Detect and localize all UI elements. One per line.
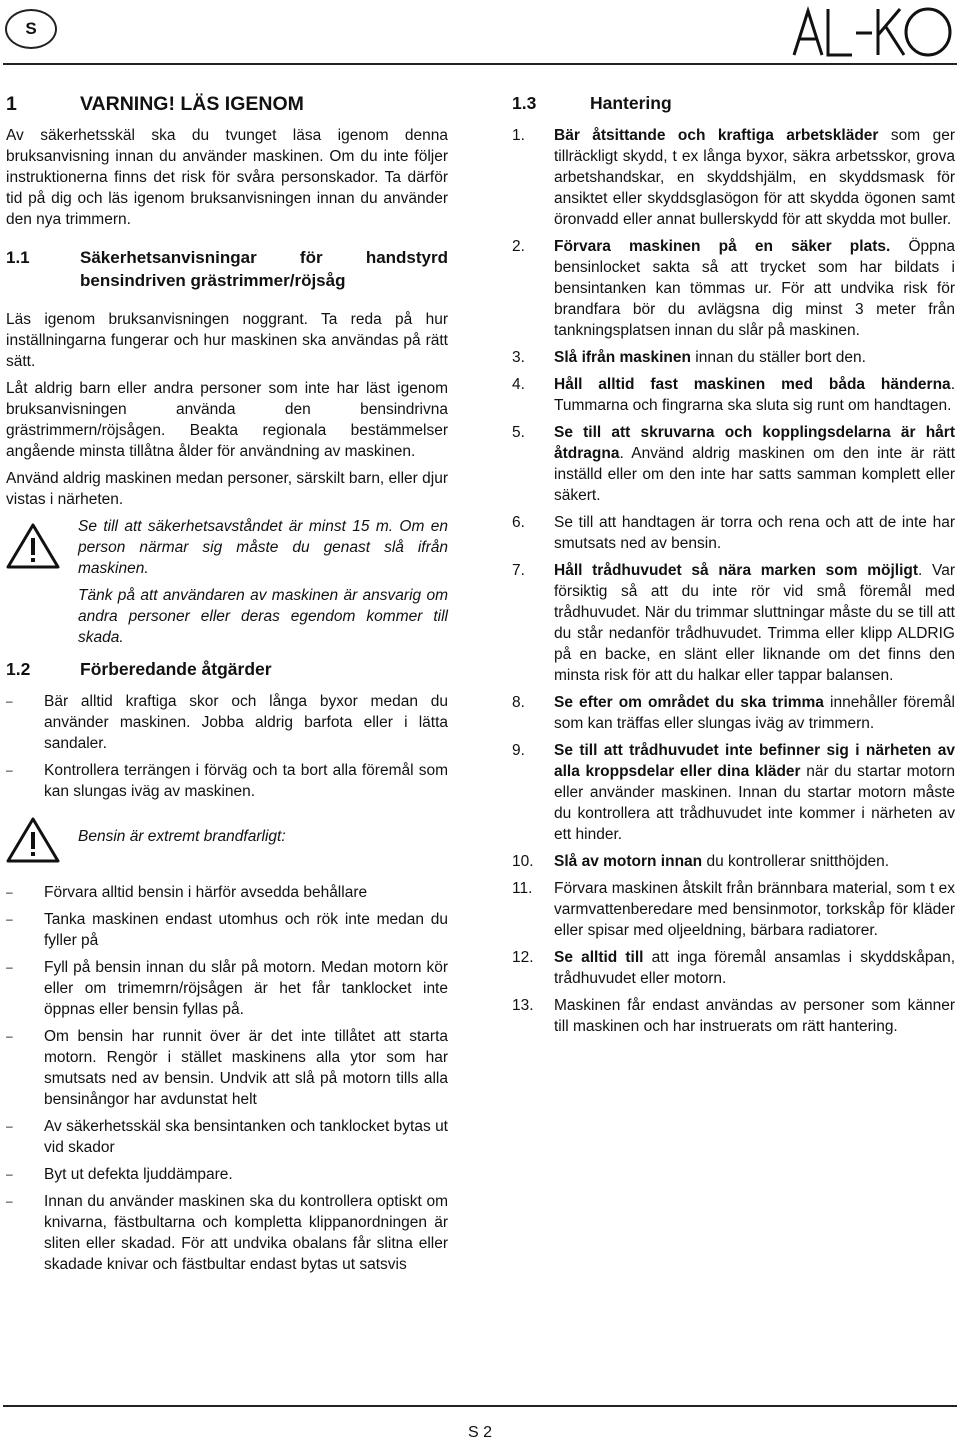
- item-body: innan du ställer bort den.: [690, 349, 866, 366]
- numbered-item: [512, 512, 955, 554]
- dash-bullet: –: [6, 763, 13, 777]
- section-number: 1.1: [6, 248, 30, 267]
- item-body: att inga föremål ansamlas i skyddskåpan, trådhuvudet eller motorn.: [554, 949, 955, 987]
- header-rule: [3, 63, 957, 65]
- warning-text: Bensin är extremt brandfarligt:: [78, 828, 286, 845]
- item-number: 12.: [512, 949, 534, 966]
- dash-bullet: –: [6, 885, 13, 899]
- page-number: S 2: [467, 1424, 492, 1441]
- numbered-item: [512, 347, 955, 368]
- list-item-text: Innan du använder maskinen ska du kontrollera optiskt om knivarna, fästbultarna och kompletta klippanordningen är sliten eller skadad. För att undvika obalans får slitna eller skadade knivar och fästbultar endast bytas ut satsvis: [44, 1193, 448, 1273]
- section-title-line1: Säkerhetsanvisningar för handstyrd: [80, 248, 448, 267]
- numbered-item: [512, 422, 955, 506]
- numbered-item: [512, 995, 955, 1037]
- list-item: [6, 1116, 448, 1158]
- dash-bullet: –: [6, 912, 13, 926]
- item-body: . Var försiktig så att du inte rör vid små föremål med trådhuvudet. När du trimmar sluttningar måste du se till att du står nedanför trådhuvudet. Trimma eller klipp ALDRIG på en backe, en slänt eller liknande om det finns den minsta risk för att du halkar eller tappar balansen.: [554, 562, 955, 684]
- language-badge: [5, 9, 57, 49]
- item-text: [554, 374, 955, 416]
- warning-triangle-icon: [6, 810, 78, 870]
- item-text: [554, 236, 955, 341]
- item-emphasis: Slå ifrån maskinen: [554, 349, 691, 366]
- item-body: Öppna bensinlocket sakta så att trycket som har bildats i bensintanken kan tömmas ur. För att undvika risk för brandfara bör du avlägsna dig minst 3 meter från tankningsplatsen innan du slår på maskinen.: [554, 238, 955, 339]
- item-number: 13.: [512, 997, 534, 1014]
- item-text: [554, 692, 955, 734]
- item-text: [554, 560, 955, 686]
- item-body: . Tummarna och fingrarna ska sluta sig runt om handtagen.: [554, 376, 955, 414]
- item-number: 2.: [512, 238, 525, 255]
- item-body: innehåller föremål som kan träffas eller slungas iväg av trimmern.: [554, 694, 955, 732]
- section-number: 1: [6, 93, 17, 115]
- list-item-text: Om bensin har runnit över är det inte tillåtet att starta motorn. Rengör i stället maskinens alla ytor som har smutsats ned av bensin. Undvik att slå på motorn tills alla bensinångor har avdunstat helt: [44, 1028, 448, 1108]
- item-text: [554, 740, 955, 845]
- item-text: [554, 512, 955, 554]
- numbered-item: [512, 125, 955, 230]
- item-body: som ger tillräckligt skydd, t ex långa byxor, säkra arbetsskor, grova arbetshandskar, en skyddshjälm, en skyddsmask för ansiktet eller skyddsglasögon för att skydda ögonen samt öronvadd eller annat bullerskydd för att skydda mot buller.: [554, 127, 955, 228]
- fuel-warning: [6, 810, 448, 870]
- dash-bullet: –: [6, 1167, 13, 1181]
- left-column: [6, 92, 448, 1281]
- list-item: [6, 1164, 448, 1185]
- dash-bullet: –: [6, 694, 13, 708]
- numbered-item: [512, 740, 955, 845]
- section-1-heading: [6, 92, 448, 116]
- item-text: [554, 947, 955, 989]
- numbered-item: [512, 692, 955, 734]
- item-number: 3.: [512, 349, 525, 366]
- preparation-list: [6, 691, 448, 802]
- item-emphasis: Håll trådhuvudet så nära marken som möjligt: [554, 562, 918, 579]
- item-number: 10.: [512, 853, 534, 870]
- dash-bullet: –: [6, 960, 13, 974]
- numbered-item: [512, 236, 955, 341]
- section-1-2-heading: [6, 658, 448, 681]
- list-item-text: Förvara alltid bensin i härför avsedda behållare: [44, 884, 368, 901]
- item-body: du kontrollerar snitthöjden.: [702, 853, 890, 870]
- list-item-text: Av säkerhetsskäl ska bensintanken och tanklocket bytas ut vid skador: [44, 1118, 448, 1156]
- item-emphasis: Se efter om området du ska trimma: [554, 694, 824, 711]
- numbered-item: [512, 851, 955, 872]
- item-emphasis: Håll alltid fast maskinen med båda händerna: [554, 376, 951, 393]
- item-emphasis: Slå av motorn innan: [554, 853, 703, 870]
- section-number: 1.3: [512, 93, 537, 113]
- item-number: 8.: [512, 694, 525, 711]
- list-item-text: Fyll på bensin innan du slår på motorn. Medan motorn kör eller om trimemrn/röjsågen är het får tanklocket inte öppnas eller bensin fyllas på.: [44, 959, 448, 1018]
- item-number: 5.: [512, 424, 525, 441]
- section-title: Hantering: [590, 93, 672, 113]
- section-number: 1.2: [6, 659, 31, 679]
- dash-bullet: –: [6, 1119, 13, 1133]
- language-code: S: [25, 19, 37, 38]
- safety-warning: [6, 516, 448, 648]
- list-item-text: Kontrollera terrängen i förväg och ta bort alla föremål som kan slungas iväg av maskinen.: [44, 762, 448, 800]
- item-emphasis: Bär åtsittande och kraftiga arbetskläder: [554, 127, 879, 144]
- item-emphasis: Se till att skruvarna och kopplingsdelarna är hårt åtdragna: [554, 424, 955, 462]
- paragraph: Låt aldrig barn eller andra personer som inte har läst igenom bruksanvisningen använda den bensindrivna grästrimmern/röjsågen. Beakta regionala bestämmelser angående minsta tillåtna ålder för användning av maskinen.: [6, 380, 448, 460]
- dash-bullet: –: [6, 1194, 13, 1208]
- section-1-1-heading: [6, 246, 448, 292]
- numbered-item: [512, 947, 955, 989]
- item-body: Se till att handtagen är torra och rena och att de inte har smutsats ned av bensin.: [554, 514, 955, 552]
- item-emphasis: Förvara maskinen på en säker plats.: [554, 238, 891, 255]
- list-item: [6, 909, 448, 951]
- section-1-3-heading: [512, 92, 955, 115]
- section-title: Förberedande åtgärder: [80, 659, 272, 679]
- warning-text: Se till att säkerhetsavståndet är minst 15 m. Om en person närmar sig måste du genast slå ifrån maskinen.: [78, 518, 448, 577]
- item-number: 9.: [512, 742, 525, 759]
- item-body: Förvara maskinen åtskilt från brännbara material, som t ex varmvattenberedare med bensinmotor, torkskåp för kläder eller spisar med oljeeldning, bärbara radiatorer.: [554, 880, 955, 939]
- warning-text: Tänk på att användaren av maskinen är ansvarig om andra personer eller deras egendom kommer till skada.: [78, 587, 448, 646]
- dash-bullet: –: [6, 1029, 13, 1043]
- item-body: när du startar motorn eller använder maskinen. Innan du startar motorn måste du kontrollera att trådhuvudet inte kommer i närheten av ett hinder.: [554, 763, 955, 843]
- section-1-text: Av säkerhetsskäl ska du tvunget läsa igenom denna bruksanvisning innan du använder maskinen. Om du inte följer instruktionerna finns det risk för svåra personskador. Ta därför tid på dig och läs igenom bruksanvisningen innan du använder den nya trimmern.: [6, 127, 448, 228]
- item-text: [554, 347, 955, 368]
- handling-list: [512, 125, 955, 1037]
- item-number: 11.: [512, 880, 533, 897]
- alko-logo: [790, 3, 956, 59]
- item-number: 6.: [512, 514, 525, 531]
- list-item: [6, 691, 448, 754]
- list-item: [6, 957, 448, 1020]
- list-item-text: Tanka maskinen endast utomhus och rök inte medan du fyller på: [44, 911, 448, 949]
- fuel-list: [6, 882, 448, 1275]
- numbered-item: [512, 878, 955, 941]
- item-emphasis: Se alltid till: [554, 949, 644, 966]
- list-item-text: Byt ut defekta ljuddämpare.: [44, 1166, 233, 1183]
- logo-text: AL-KO: [873, 57, 877, 58]
- list-item: [6, 1026, 448, 1110]
- item-text: [554, 125, 955, 230]
- item-text: [554, 995, 955, 1037]
- item-number: 7.: [512, 562, 525, 579]
- numbered-item: [512, 560, 955, 686]
- item-number: 1.: [512, 127, 525, 144]
- item-emphasis: Se till att trådhuvudet inte befinner sig i närheten av alla kroppsdelar eller dina kläder: [554, 742, 955, 780]
- item-text: [554, 878, 955, 941]
- numbered-item: [512, 374, 955, 416]
- footer-rule: [3, 1405, 957, 1407]
- item-body: Maskinen får endast användas av personer som känner till maskinen och har instruerats om rätt hantering.: [554, 997, 955, 1035]
- item-number: 4.: [512, 376, 525, 393]
- item-text: [554, 851, 955, 872]
- warning-triangle-icon: [6, 516, 78, 648]
- item-body: . Använd aldrig maskinen om den inte är rätt inställd eller om den inte har satts samman komplett eller säkert.: [554, 445, 955, 504]
- list-item: [6, 1191, 448, 1275]
- list-item-text: Bär alltid kraftiga skor och långa byxor medan du använder maskinen. Jobba aldrig barfota eller i lätta sandaler.: [44, 693, 448, 752]
- item-text: [554, 422, 955, 506]
- list-item: [6, 882, 448, 903]
- paragraph: Använd aldrig maskinen medan personer, särskilt barn, eller djur vistas i närheten.: [6, 470, 448, 508]
- list-item: [6, 760, 448, 802]
- paragraph: Läs igenom bruksanvisningen noggrant. Ta reda på hur inställningarna fungerar och hur maskinen ska användas på rätt sätt.: [6, 311, 448, 370]
- right-column: [512, 92, 955, 1043]
- section-title: VARNING! LÄS IGENOM: [80, 93, 304, 115]
- section-title-line2: bensindriven grästrimmer/röjsåg: [80, 271, 346, 290]
